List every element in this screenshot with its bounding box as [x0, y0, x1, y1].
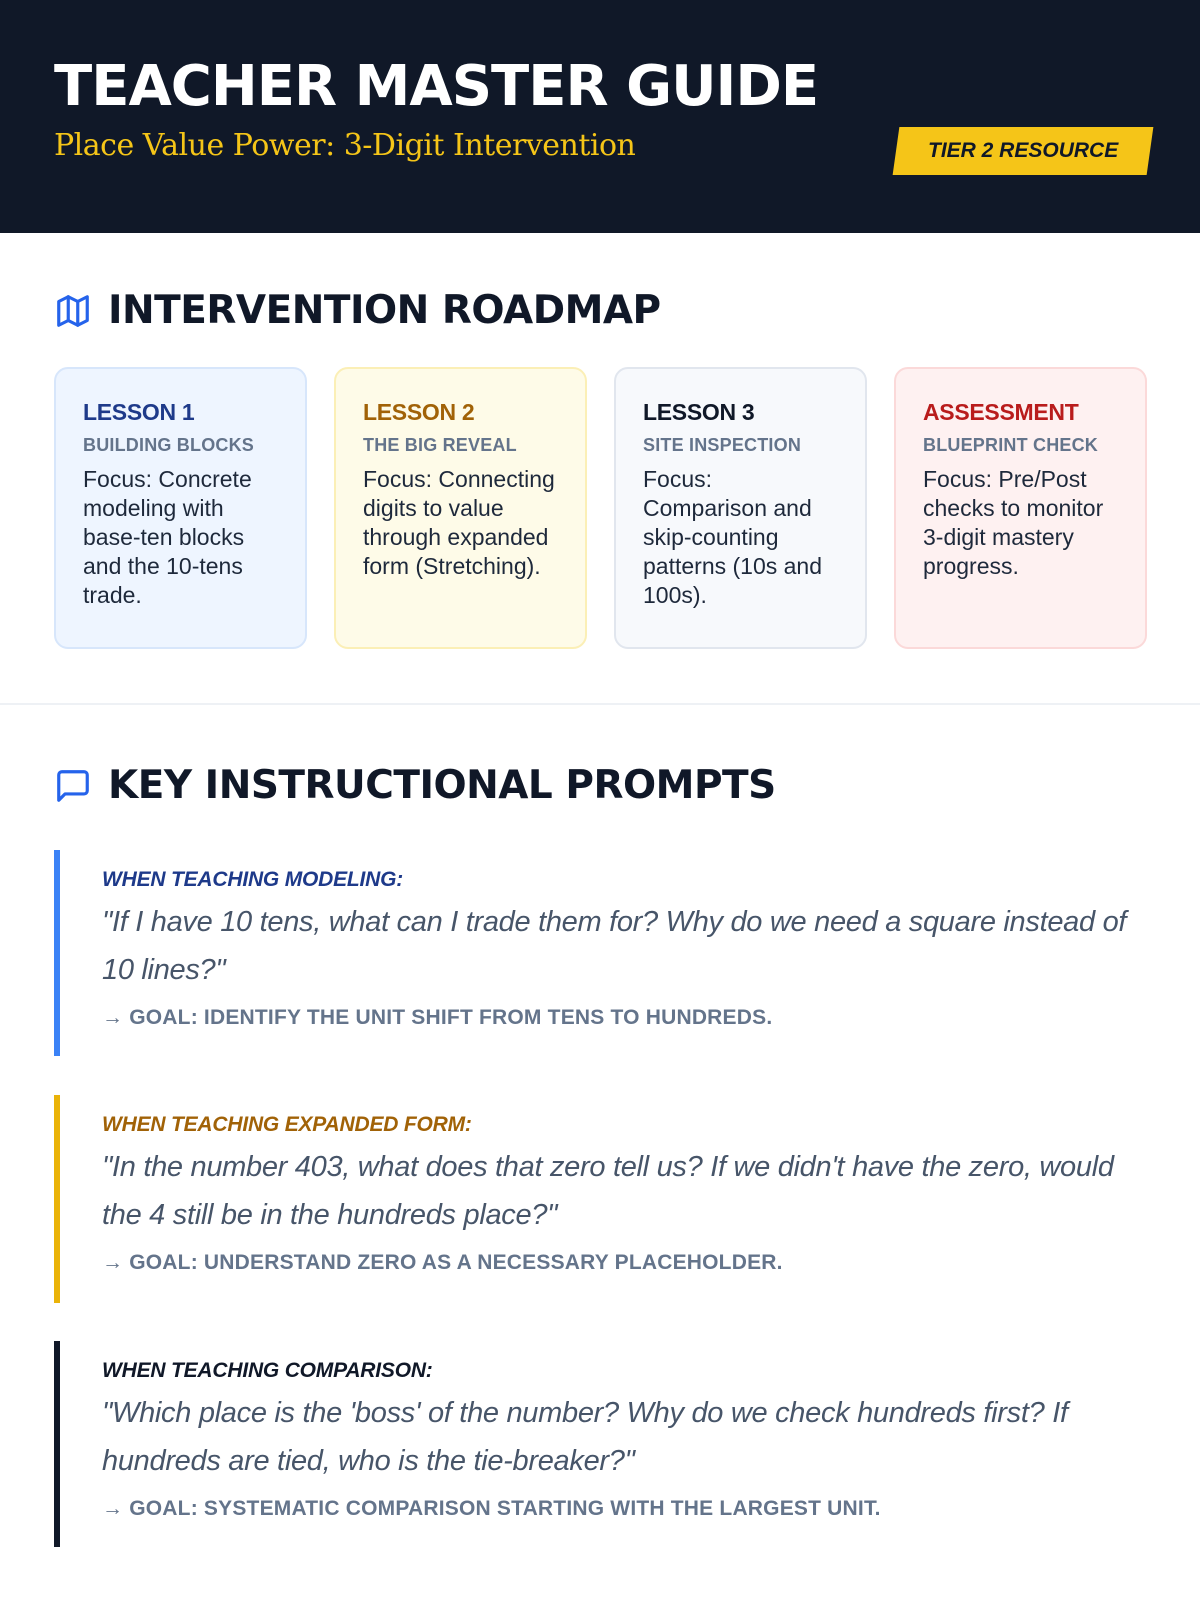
card-body: Focus: Connecting digits to value through expanded form (Stretching).	[363, 466, 555, 579]
prompt-label: WHEN TEACHING EXPANDED FORM:	[102, 1113, 472, 1136]
assessment-card	[894, 367, 1147, 649]
prompt-goal: → GOAL: UNDERSTAND ZERO AS A NECESSARY PLACEHOLDER.	[102, 1251, 783, 1274]
card-label: LESSON 2	[363, 399, 475, 425]
roadmap-section	[0, 233, 1200, 705]
prompt-block	[54, 1341, 1150, 1547]
prompt-block	[54, 1095, 1150, 1303]
card-body: Focus: Comparison and skip-counting patterns (10s and 100s).	[643, 466, 823, 608]
page-subtitle: Place Value Power: 3-Digit Intervention	[54, 128, 636, 163]
lesson-card	[614, 367, 867, 649]
prompt-label: WHEN TEACHING MODELING:	[102, 868, 404, 891]
tier-badge	[893, 127, 1154, 175]
prompts-section	[0, 705, 1200, 1600]
card-body: Focus: Concrete modeling with base-ten blocks and the 10-tens trade.	[83, 466, 252, 608]
map-icon	[54, 292, 92, 330]
page-header	[0, 0, 1200, 233]
card-body: Focus: Pre/Post checks to monitor 3-digit mastery progress.	[923, 466, 1104, 579]
prompt-goal: → GOAL: IDENTIFY THE UNIT SHIFT FROM TENS TO HUNDREDS.	[102, 1006, 773, 1029]
card-subtitle: THE BIG REVEAL	[363, 435, 517, 455]
roadmap-cards	[54, 367, 1147, 649]
roadmap-heading	[54, 288, 661, 333]
card-label: LESSON 1	[83, 399, 195, 425]
prompt-label: WHEN TEACHING COMPARISON:	[102, 1359, 433, 1382]
lesson-card	[54, 367, 307, 649]
prompt-quote: "If I have 10 tens, what can I trade them for? Why do we need a square instead of 10 lines?"	[102, 906, 1127, 986]
card-label: LESSON 3	[643, 399, 755, 425]
card-label: ASSESSMENT	[923, 399, 1079, 425]
prompt-goal: → GOAL: SYSTEMATIC COMPARISON STARTING WITH THE LARGEST UNIT.	[102, 1497, 881, 1520]
card-subtitle: BUILDING BLOCKS	[83, 435, 254, 455]
lesson-card	[334, 367, 587, 649]
page-title: TEACHER MASTER GUIDE	[54, 54, 819, 119]
prompts-heading	[54, 763, 776, 808]
prompt-block	[54, 850, 1150, 1056]
card-subtitle: BLUEPRINT CHECK	[923, 435, 1099, 455]
tier-badge-label: TIER 2 RESOURCE	[927, 139, 1119, 162]
card-subtitle: SITE INSPECTION	[643, 435, 802, 455]
prompt-quote: "In the number 403, what does that zero tell us? If we didn't have the zero, would the 4 still be in the hundreds place?"	[102, 1151, 1114, 1231]
prompt-quote: "Which place is the 'boss' of the number? Why do we check hundreds first? If hundreds are tied, who is the tie-breaker?"	[102, 1397, 1068, 1477]
prompts-title: KEY INSTRUCTIONAL PROMPTS	[108, 763, 776, 808]
speech-bubble-icon	[54, 767, 92, 805]
roadmap-title: INTERVENTION ROADMAP	[108, 288, 661, 333]
